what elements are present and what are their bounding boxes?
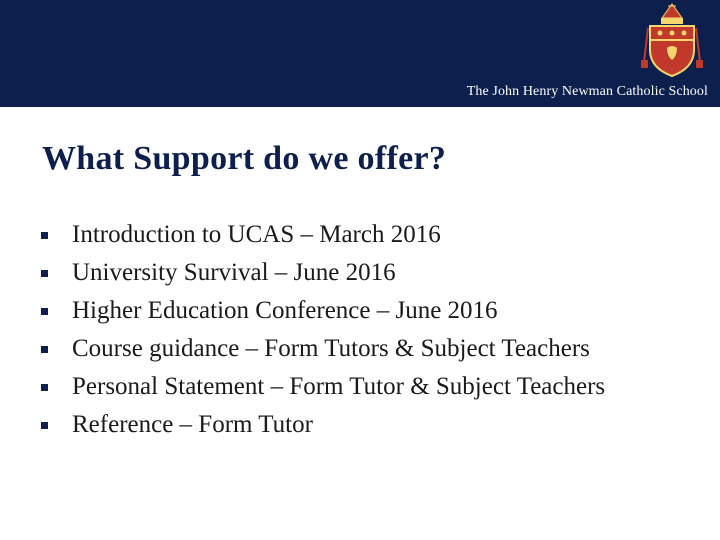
bullet-item: [0, 372, 632, 402]
bullet-text: University Survival – June 2016: [72, 259, 396, 286]
bullet-text: Higher Education Conference – June 2016: [72, 297, 498, 324]
bullet-text: Introduction to UCAS – March 2016: [72, 221, 441, 248]
bullet-square-icon: [41, 308, 48, 315]
bullet-item: [0, 296, 632, 326]
bullet-square-icon: [41, 346, 48, 353]
school-crest-icon: [640, 2, 704, 82]
slide-title: What Support do we offer?: [42, 140, 447, 177]
bullet-item: [0, 258, 632, 288]
bullet-square-icon: [41, 422, 48, 429]
bullet-item: [0, 334, 632, 364]
bullet-item: [0, 220, 632, 250]
bullet-text: Course guidance – Form Tutors & Subject Teachers: [72, 335, 590, 362]
bullet-text: Reference – Form Tutor: [72, 411, 313, 438]
bullet-list: [0, 220, 632, 448]
school-name: The John Henry Newman Catholic School: [466, 84, 708, 99]
bullet-item: [0, 410, 632, 440]
bullet-square-icon: [41, 270, 48, 277]
bullet-square-icon: [41, 232, 48, 239]
bullet-text: Personal Statement – Form Tutor & Subject Teachers: [72, 373, 606, 400]
bullet-square-icon: [41, 384, 48, 391]
header-banner: [0, 0, 720, 107]
